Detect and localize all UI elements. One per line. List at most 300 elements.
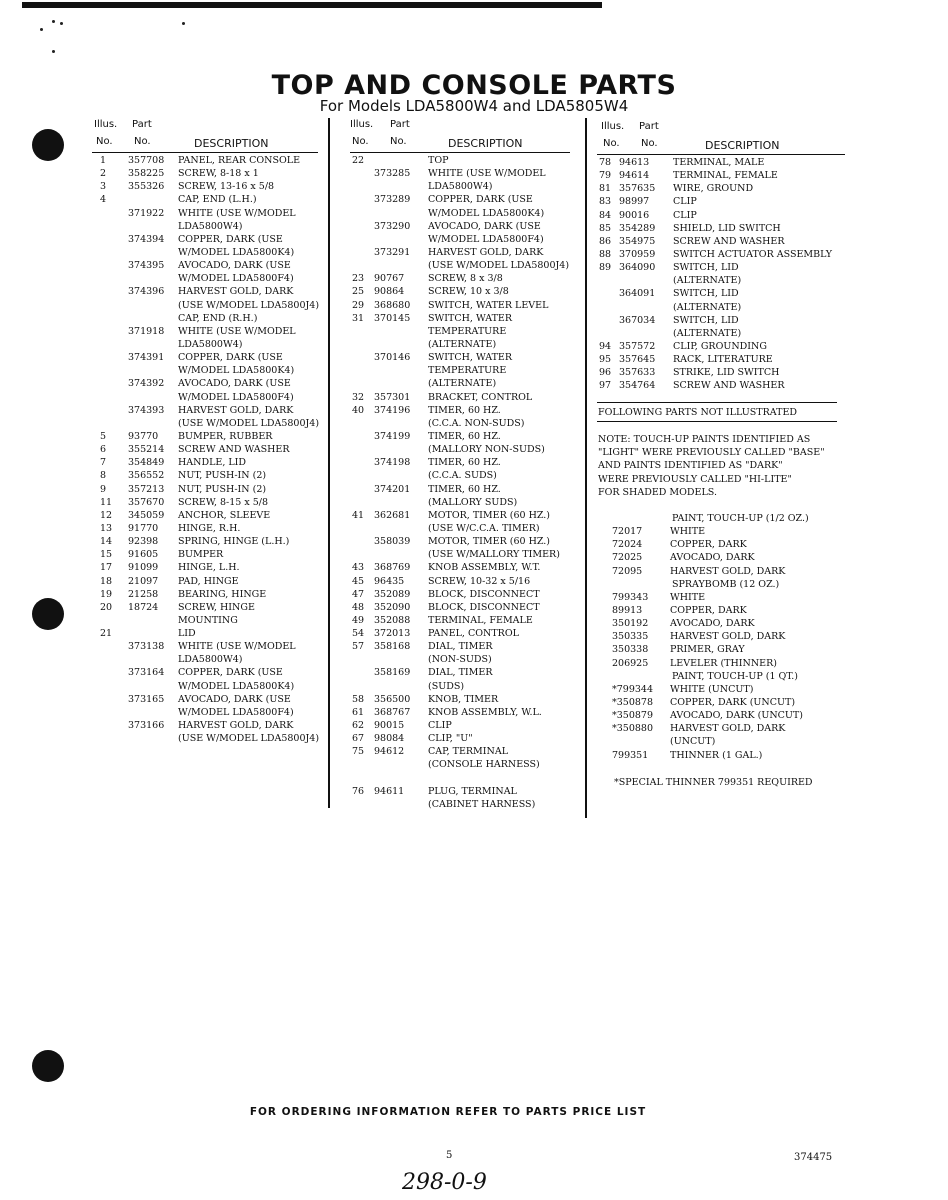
paint-part-no: 799343 bbox=[612, 591, 649, 603]
table-row bbox=[597, 301, 845, 314]
table-row bbox=[350, 430, 570, 443]
illus-no-cell: 17 bbox=[100, 562, 113, 574]
page-subtitle: For Models LDA5800W4 and LDA5805W4 bbox=[319, 97, 629, 115]
paint-part-no: 72024 bbox=[612, 539, 643, 551]
table-row bbox=[597, 314, 845, 327]
part-no-cell: 90767 bbox=[374, 273, 405, 285]
header-illus: Illus. bbox=[350, 119, 374, 130]
table-row bbox=[92, 496, 318, 509]
table-row bbox=[92, 627, 318, 640]
part-no-cell: 98084 bbox=[374, 733, 405, 745]
description-cell: BLOCK, DISCONNECT bbox=[428, 601, 540, 613]
table-row bbox=[350, 207, 570, 220]
table-row bbox=[350, 364, 570, 377]
table-row bbox=[92, 483, 318, 496]
description-cell: CLIP bbox=[673, 196, 697, 208]
document-number: 374475 bbox=[794, 1152, 833, 1163]
table-row bbox=[92, 364, 318, 377]
part-no-cell: 352088 bbox=[374, 614, 411, 626]
description-cell: WIRE, GROUND bbox=[673, 183, 754, 195]
description-cell: TIMER, 60 HZ. bbox=[428, 404, 501, 416]
illus-no-cell: 3 bbox=[100, 181, 107, 193]
part-no-cell: 370145 bbox=[374, 312, 411, 324]
table-row bbox=[597, 248, 845, 261]
part-no-cell: 368680 bbox=[374, 299, 411, 311]
separator-rule bbox=[597, 421, 837, 422]
description-cell: CLIP bbox=[428, 720, 452, 732]
description-cell: CAP, TERMINAL bbox=[428, 746, 509, 758]
description-cell: (MALLORY NON-SUDS) bbox=[428, 444, 545, 456]
description-cell: (USE W/MALLORY TIMER) bbox=[428, 549, 560, 561]
table-row bbox=[92, 246, 318, 259]
description-cell: SCREW, 13-16 x 5/8 bbox=[178, 181, 275, 193]
table-row bbox=[92, 548, 318, 561]
part-no-cell: 357633 bbox=[619, 367, 656, 379]
paint-description: COPPER, DARK bbox=[670, 539, 747, 551]
table-row bbox=[92, 509, 318, 522]
table-row bbox=[597, 195, 845, 208]
part-no-cell: 374395 bbox=[128, 260, 165, 272]
parts-column-2 bbox=[350, 118, 570, 811]
table-row bbox=[350, 627, 570, 640]
table-row bbox=[350, 167, 570, 180]
table-row bbox=[350, 640, 570, 653]
description-cell: W/MODEL LDA5800F4) bbox=[178, 391, 294, 403]
table-row bbox=[350, 509, 570, 522]
illus-no-cell: 5 bbox=[100, 430, 107, 442]
description-cell: DIAL, TIMER bbox=[428, 667, 493, 679]
part-no-cell: 354289 bbox=[619, 222, 656, 234]
illus-no-cell: 49 bbox=[352, 614, 365, 626]
part-no-cell: 356500 bbox=[374, 693, 411, 705]
description-cell: SCREW AND WASHER bbox=[673, 235, 785, 247]
table-row bbox=[92, 456, 318, 469]
illus-no-cell: 45 bbox=[352, 575, 365, 587]
description-cell: BLOCK, DISCONNECT bbox=[428, 588, 540, 600]
table-row bbox=[597, 156, 845, 169]
table-row bbox=[350, 443, 570, 456]
table-row bbox=[350, 653, 570, 666]
part-no-cell: 94614 bbox=[619, 170, 650, 182]
table-row bbox=[350, 798, 570, 811]
table-row bbox=[350, 351, 570, 364]
header-illus-no: No. bbox=[352, 136, 369, 147]
description-cell: AVOCADO, DARK (USE bbox=[178, 378, 291, 390]
part-no-cell: 374393 bbox=[128, 404, 165, 416]
header-part: Part bbox=[390, 119, 410, 130]
part-no-cell: 90015 bbox=[374, 720, 405, 732]
description-cell: TIMER, 60 HZ. bbox=[428, 483, 501, 495]
table-row bbox=[597, 182, 845, 195]
paint-part-no: *350880 bbox=[612, 723, 654, 735]
description-cell: W/MODEL LDA5800K4) bbox=[178, 365, 295, 377]
table-row bbox=[350, 522, 570, 535]
table-row bbox=[350, 693, 570, 706]
paint-row bbox=[598, 630, 846, 643]
description-cell: NUT, PUSH-IN (2) bbox=[178, 470, 267, 482]
table-row bbox=[350, 785, 570, 798]
table-row bbox=[350, 575, 570, 588]
description-cell: MOUNTING bbox=[178, 614, 238, 626]
table-row bbox=[92, 167, 318, 180]
scan-edge-bar bbox=[22, 2, 602, 8]
table-row bbox=[350, 706, 570, 719]
table-row bbox=[350, 404, 570, 417]
paint-description: PAINT, TOUCH-UP (1/2 OZ.) bbox=[672, 513, 809, 524]
table-row bbox=[92, 220, 318, 233]
special-thinner-note: *SPECIAL THINNER 799351 REQUIRED bbox=[614, 777, 813, 788]
part-no-cell: 93770 bbox=[128, 430, 159, 442]
paint-row bbox=[598, 657, 846, 670]
description-cell: WHITE (USE W/MODEL bbox=[428, 168, 546, 180]
header-part: Part bbox=[639, 121, 659, 132]
part-no-cell: 373290 bbox=[374, 220, 411, 232]
table-row bbox=[350, 758, 570, 771]
illus-no-cell: 4 bbox=[100, 194, 107, 206]
illus-no-cell: 96 bbox=[599, 367, 612, 379]
description-cell: SWITCH, WATER LEVEL bbox=[428, 299, 549, 311]
table-row bbox=[350, 325, 570, 338]
paint-description: LEVELER (THINNER) bbox=[670, 657, 777, 669]
binder-hole bbox=[32, 598, 64, 630]
description-cell: W/MODEL LDA5800K4) bbox=[428, 207, 545, 219]
part-no-cell: 373166 bbox=[128, 720, 165, 732]
table-row bbox=[92, 259, 318, 272]
illus-no-cell: 62 bbox=[352, 720, 365, 732]
note-line: "LIGHT" WERE PREVIOUSLY CALLED "BASE" bbox=[598, 447, 825, 459]
table-row bbox=[92, 338, 318, 351]
paint-list bbox=[598, 512, 846, 762]
description-cell: LID bbox=[178, 628, 196, 640]
description-cell: AVOCADO, DARK (USE bbox=[178, 693, 291, 705]
part-no-cell: 357645 bbox=[619, 354, 656, 366]
paint-row bbox=[598, 643, 846, 656]
illus-no-cell: 78 bbox=[599, 157, 612, 168]
part-no-cell: 94612 bbox=[374, 746, 405, 758]
table-row bbox=[350, 469, 570, 482]
column-divider bbox=[585, 118, 587, 818]
illus-no-cell: 47 bbox=[352, 588, 365, 600]
table-row bbox=[92, 561, 318, 574]
paint-description: AVOCADO, DARK (UNCUT) bbox=[670, 710, 803, 722]
description-cell: (C.C.A. SUDS) bbox=[428, 470, 497, 482]
description-cell: (ALTERNATE) bbox=[673, 301, 742, 313]
part-no-cell: 358168 bbox=[374, 641, 411, 653]
header-description: DESCRIPTION bbox=[448, 137, 523, 150]
scan-speck bbox=[40, 28, 43, 31]
table-row bbox=[92, 351, 318, 364]
part-no-cell: 358225 bbox=[128, 168, 165, 180]
table-row bbox=[350, 272, 570, 285]
description-cell: TERMINAL, MALE bbox=[673, 157, 765, 168]
part-no-cell: 345059 bbox=[128, 509, 165, 521]
part-no-cell: 374392 bbox=[128, 378, 165, 390]
illus-no-cell: 84 bbox=[599, 209, 612, 221]
description-cell: MOTOR, TIMER (60 HZ.) bbox=[428, 536, 551, 548]
table-row bbox=[92, 575, 318, 588]
table-row bbox=[597, 379, 845, 392]
illus-no-cell: 14 bbox=[100, 536, 113, 548]
description-cell: SHIELD, LID SWITCH bbox=[673, 222, 781, 234]
part-no-cell: 367034 bbox=[619, 314, 656, 326]
table-row bbox=[350, 220, 570, 233]
table-row bbox=[92, 706, 318, 719]
table-row bbox=[92, 377, 318, 390]
paint-part-no: 72095 bbox=[612, 565, 643, 577]
illus-no-cell: 12 bbox=[100, 509, 113, 521]
description-cell: COPPER, DARK (USE bbox=[178, 233, 283, 245]
part-no-cell: 374394 bbox=[128, 233, 165, 245]
description-cell: CAP, END (L.H.) bbox=[178, 194, 257, 206]
paint-description: AVOCADO, DARK bbox=[670, 618, 755, 630]
table-row bbox=[92, 299, 318, 312]
description-cell: BUMPER bbox=[178, 549, 224, 561]
part-no-cell: 374198 bbox=[374, 457, 411, 469]
description-cell: TEMPERATURE bbox=[428, 365, 507, 377]
part-no-cell: 373285 bbox=[374, 168, 411, 180]
header-description: DESCRIPTION bbox=[194, 137, 269, 150]
paint-row bbox=[598, 670, 846, 683]
table-row bbox=[350, 601, 570, 614]
description-cell: (USE W/MODEL LDA5800J4) bbox=[178, 417, 320, 429]
paint-row bbox=[598, 709, 846, 722]
table-row bbox=[350, 588, 570, 601]
description-cell: KNOB ASSEMBLY, W.T. bbox=[428, 562, 541, 574]
touch-up-note bbox=[598, 433, 825, 499]
header-rule bbox=[92, 152, 318, 153]
paint-row bbox=[598, 696, 846, 709]
description-cell: TERMINAL, FEMALE bbox=[673, 170, 778, 182]
description-cell: HARVEST GOLD, DARK bbox=[178, 286, 294, 298]
parts-rows bbox=[597, 156, 845, 393]
illus-no-cell: 32 bbox=[352, 391, 365, 403]
part-no-cell: 91099 bbox=[128, 562, 159, 574]
description-cell: SCREW, 8-15 x 5/8 bbox=[178, 496, 269, 508]
description-cell: SCREW, 8 x 3/8 bbox=[428, 273, 503, 285]
part-no-cell: 96435 bbox=[374, 575, 405, 587]
table-row bbox=[350, 377, 570, 390]
part-no-cell: 352090 bbox=[374, 601, 411, 613]
part-no-cell: 374196 bbox=[374, 404, 411, 416]
part-no-cell: 98997 bbox=[619, 196, 650, 208]
description-cell: SCREW AND WASHER bbox=[178, 444, 290, 456]
table-row bbox=[597, 340, 845, 353]
table-row bbox=[92, 233, 318, 246]
paint-description: COPPER, DARK bbox=[670, 604, 747, 616]
paint-row bbox=[598, 722, 846, 735]
description-cell: SCREW, 10-32 x 5/16 bbox=[428, 575, 531, 587]
description-cell: SWITCH, LID bbox=[673, 288, 739, 300]
table-row bbox=[350, 154, 570, 167]
paint-part-no: 206925 bbox=[612, 657, 649, 669]
paint-part-no: 350338 bbox=[612, 644, 649, 656]
paint-description: WHITE bbox=[670, 526, 706, 538]
paint-part-no: *350878 bbox=[612, 696, 654, 708]
illus-no-cell: 86 bbox=[599, 235, 612, 247]
ordering-info-footer: FOR ORDERING INFORMATION REFER TO PARTS PRICE LIST bbox=[249, 1106, 647, 1118]
header-part-no: No. bbox=[134, 136, 151, 147]
parts-column-3 bbox=[597, 120, 845, 393]
part-no-cell: 354975 bbox=[619, 235, 656, 247]
paint-part-no: 89913 bbox=[612, 604, 643, 616]
paint-row bbox=[598, 578, 846, 591]
illus-no-cell: 81 bbox=[599, 183, 612, 195]
paint-part-no: 72017 bbox=[612, 526, 643, 538]
paint-row bbox=[598, 604, 846, 617]
illus-no-cell: 8 bbox=[100, 470, 107, 482]
table-row bbox=[92, 601, 318, 614]
illus-no-cell: 25 bbox=[352, 286, 365, 298]
header-illus-no: No. bbox=[96, 136, 113, 147]
description-cell: PAD, HINGE bbox=[178, 575, 239, 587]
paint-description: COPPER, DARK (UNCUT) bbox=[670, 696, 796, 708]
description-cell: HINGE, R.H. bbox=[178, 522, 241, 534]
part-no-cell: 354764 bbox=[619, 380, 656, 392]
paint-row bbox=[598, 735, 846, 748]
illus-no-cell: 76 bbox=[352, 785, 365, 797]
part-no-cell: 374199 bbox=[374, 430, 411, 442]
table-row bbox=[597, 169, 845, 182]
paint-description: HARVEST GOLD, DARK bbox=[670, 565, 786, 577]
header-illus-no: No. bbox=[603, 138, 620, 149]
header-part: Part bbox=[132, 119, 152, 130]
table-row bbox=[350, 180, 570, 193]
description-cell: CLIP bbox=[673, 209, 697, 221]
description-cell: SCREW AND WASHER bbox=[673, 380, 785, 392]
description-cell: WHITE (USE W/MODEL bbox=[178, 641, 296, 653]
paint-row bbox=[598, 617, 846, 630]
table-row bbox=[350, 285, 570, 298]
description-cell: W/MODEL LDA5800F4) bbox=[178, 706, 294, 718]
description-cell: CLIP, GROUNDING bbox=[673, 340, 767, 352]
description-cell: AVOCADO, DARK (USE bbox=[178, 260, 291, 272]
table-row bbox=[92, 522, 318, 535]
paint-description: HARVEST GOLD, DARK bbox=[670, 631, 786, 643]
table-row bbox=[350, 338, 570, 351]
description-cell: SWITCH ACTUATOR ASSEMBLY bbox=[673, 248, 833, 260]
table-row bbox=[92, 614, 318, 627]
table-row bbox=[597, 222, 845, 235]
description-cell: COPPER, DARK (USE bbox=[178, 667, 283, 679]
description-cell: HARVEST GOLD, DARK bbox=[178, 720, 294, 732]
paint-description: WHITE (UNCUT) bbox=[670, 683, 754, 695]
table-row bbox=[597, 327, 845, 340]
scan-speck bbox=[60, 22, 63, 25]
table-row bbox=[350, 680, 570, 693]
table-row bbox=[597, 287, 845, 300]
description-cell: ANCHOR, SLEEVE bbox=[178, 509, 271, 521]
table-row bbox=[92, 732, 318, 745]
table-row bbox=[350, 483, 570, 496]
header-rule bbox=[350, 152, 570, 153]
header-illus: Illus. bbox=[601, 121, 625, 132]
table-row bbox=[92, 180, 318, 193]
table-row bbox=[597, 353, 845, 366]
description-cell: (ALTERNATE) bbox=[428, 338, 497, 350]
parts-column-1 bbox=[92, 118, 318, 745]
description-cell: SWITCH, LID bbox=[673, 262, 739, 274]
part-no-cell: 352089 bbox=[374, 588, 411, 600]
table-row bbox=[350, 548, 570, 561]
illus-no-cell: 43 bbox=[352, 562, 365, 574]
table-row bbox=[350, 391, 570, 404]
description-cell: SWITCH, WATER bbox=[428, 312, 513, 324]
table-row bbox=[92, 312, 318, 325]
description-cell: (USE W/MODEL LDA5800J4) bbox=[428, 260, 570, 272]
header-part-no: No. bbox=[390, 136, 407, 147]
table-row bbox=[350, 233, 570, 246]
illus-no-cell: 58 bbox=[352, 693, 365, 705]
description-cell: (MALLORY SUDS) bbox=[428, 496, 518, 508]
description-cell: (ALTERNATE) bbox=[673, 275, 742, 287]
illus-no-cell: 2 bbox=[100, 168, 107, 180]
table-row bbox=[350, 259, 570, 272]
description-cell: CLIP, "U" bbox=[428, 733, 473, 745]
illus-no-cell: 88 bbox=[599, 248, 612, 260]
table-row bbox=[92, 285, 318, 298]
table-row bbox=[350, 732, 570, 745]
table-row bbox=[350, 246, 570, 259]
part-no-cell: 356552 bbox=[128, 470, 165, 482]
paint-description: HARVEST GOLD, DARK bbox=[670, 723, 786, 735]
description-cell: CAP, END (R.H.) bbox=[178, 312, 258, 324]
description-cell: RACK, LITERATURE bbox=[673, 354, 773, 366]
table-row bbox=[92, 535, 318, 548]
table-row bbox=[92, 325, 318, 338]
part-no-cell: 373138 bbox=[128, 641, 165, 653]
paint-part-no: 72025 bbox=[612, 552, 643, 564]
paint-row bbox=[598, 749, 846, 762]
description-cell: (NON-SUDS) bbox=[428, 654, 492, 666]
description-cell: NUT, PUSH-IN (2) bbox=[178, 483, 267, 495]
illus-no-cell: 18 bbox=[100, 575, 113, 587]
description-cell: COPPER, DARK (USE bbox=[178, 352, 283, 364]
illus-no-cell: 54 bbox=[352, 628, 365, 640]
illus-no-cell: 31 bbox=[352, 312, 365, 324]
part-no-cell: 362681 bbox=[374, 509, 411, 521]
paint-row bbox=[598, 525, 846, 538]
table-row bbox=[92, 719, 318, 732]
description-cell: LDA5800W4) bbox=[178, 220, 243, 232]
description-cell: HARVEST GOLD, DARK bbox=[428, 246, 544, 258]
part-no-cell: 373291 bbox=[374, 246, 411, 258]
part-no-cell: 357213 bbox=[128, 483, 165, 495]
description-cell: BEARING, HINGE bbox=[178, 588, 267, 600]
illus-no-cell: 95 bbox=[599, 354, 612, 366]
part-no-cell: 357301 bbox=[374, 391, 411, 403]
description-cell: LDA5800W4) bbox=[428, 181, 493, 193]
handwritten-note: 298-0-9 bbox=[402, 1170, 487, 1195]
paint-description: SPRAYBOMB (12 OZ.) bbox=[672, 578, 780, 590]
paint-description: PRIMER, GRAY bbox=[670, 644, 745, 656]
description-cell: HANDLE, LID bbox=[178, 457, 247, 469]
illus-no-cell: 83 bbox=[599, 196, 612, 208]
illus-no-cell: 15 bbox=[100, 549, 113, 561]
description-cell: SCREW, 8-18 x 1 bbox=[178, 168, 259, 180]
description-cell: SWITCH, WATER bbox=[428, 352, 513, 364]
paint-description: THINNER (1 GAL.) bbox=[670, 749, 763, 761]
part-no-cell: 92398 bbox=[128, 536, 159, 548]
illus-no-cell: 57 bbox=[352, 641, 365, 653]
description-cell: HARVEST GOLD, DARK bbox=[178, 404, 294, 416]
table-row bbox=[350, 496, 570, 509]
description-cell: (ALTERNATE) bbox=[428, 378, 497, 390]
part-no-cell: 374396 bbox=[128, 286, 165, 298]
paint-row bbox=[598, 512, 846, 525]
table-row bbox=[92, 588, 318, 601]
illus-no-cell: 22 bbox=[352, 155, 365, 166]
part-no-cell: 373164 bbox=[128, 667, 165, 679]
